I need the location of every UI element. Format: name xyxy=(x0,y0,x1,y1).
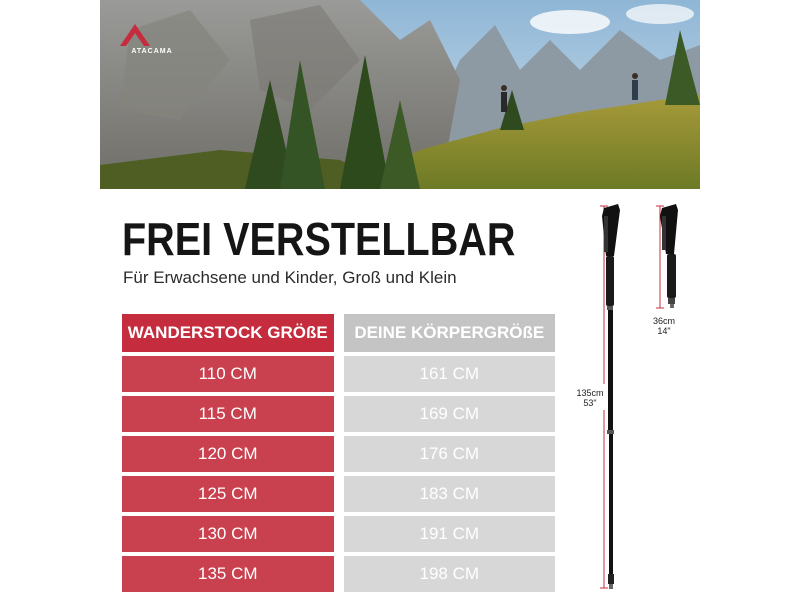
pole-size-cell: 120 CM xyxy=(122,436,334,472)
body-height-cell: 183 CM xyxy=(344,476,556,512)
collapsed-pole xyxy=(660,204,678,308)
body-height-cell: 161 CM xyxy=(344,356,556,392)
extended-length-dimension xyxy=(574,206,610,588)
table-row xyxy=(122,436,555,472)
mountain-landscape-photo xyxy=(100,0,700,189)
header-pole-size: WANDERSTOCK GRÖßE xyxy=(122,314,334,352)
body-height-cell: 176 CM xyxy=(344,436,556,472)
pole-size-cell: 130 CM xyxy=(122,516,334,552)
table-row xyxy=(122,516,555,552)
header-body-height: DEINE KÖRPERGRÖßE xyxy=(344,314,556,352)
table-row xyxy=(122,556,555,592)
extended-length-in: 53" xyxy=(583,398,597,408)
trekking-pole-diagram xyxy=(560,196,700,600)
pole-illustration xyxy=(560,196,700,600)
body-height-cell: 169 CM xyxy=(344,396,556,432)
extended-length-cm: 135cm xyxy=(576,388,604,398)
collapsed-length-in: 14" xyxy=(657,326,671,336)
table-header-row xyxy=(122,314,555,352)
pole-size-cell: 110 CM xyxy=(122,356,334,392)
brand-name: ATACAMA xyxy=(131,48,173,55)
pole-size-cell: 115 CM xyxy=(122,396,334,432)
size-table xyxy=(122,314,555,596)
body-height-cell: 198 CM xyxy=(344,556,556,592)
mountain-peak-icon xyxy=(120,24,184,46)
pole-size-cell: 125 CM xyxy=(122,476,334,512)
pole-size-cell: 135 CM xyxy=(122,556,334,592)
hero-image xyxy=(100,0,700,189)
collapsed-length-cm: 36cm xyxy=(652,316,676,326)
table-row xyxy=(122,476,555,512)
page-subtitle: Für Erwachsene und Kinder, Groß und Klein xyxy=(123,268,457,287)
brand-logo xyxy=(120,24,184,55)
table-row xyxy=(122,396,555,432)
table-row xyxy=(122,356,555,392)
body-height-cell: 191 CM xyxy=(344,516,556,552)
page-title: FREI VERSTELLBAR xyxy=(122,213,516,265)
